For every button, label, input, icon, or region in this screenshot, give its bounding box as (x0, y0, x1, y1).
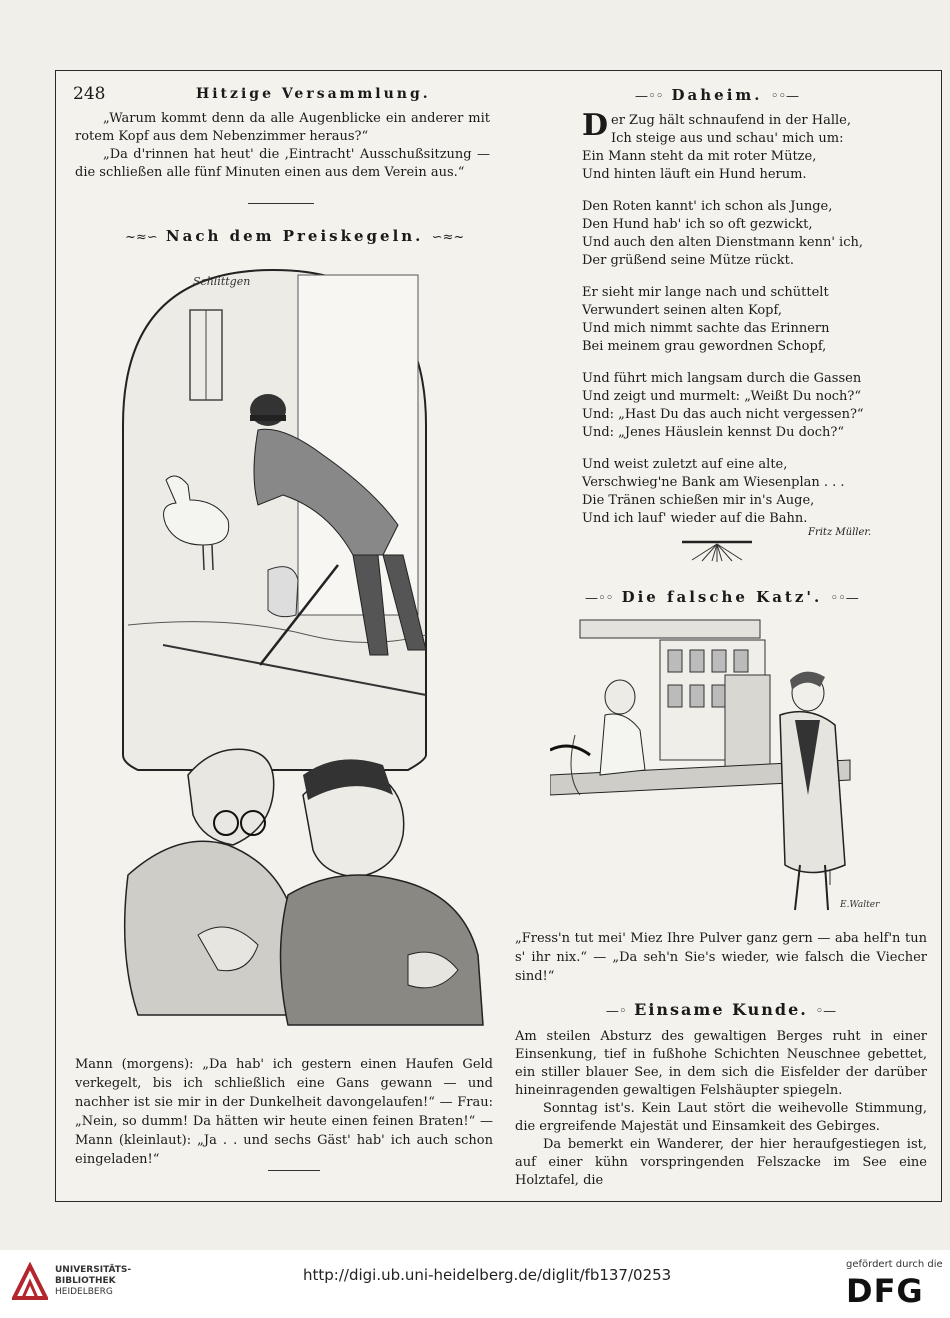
katz-title (585, 588, 859, 606)
dropcap: D (582, 108, 609, 143)
daheim-title (632, 86, 802, 104)
stanza (582, 370, 882, 442)
katz-title-text: Die falsche Katz'. (621, 588, 823, 606)
kegeln-signature: Schlittgen (193, 275, 251, 288)
library-line: HEIDELBERG (55, 1287, 113, 1297)
verse: Und zeigt und murmelt: „Weißt Du noch?“ (582, 389, 862, 404)
separator-rule (268, 1170, 320, 1171)
stanza (582, 108, 882, 184)
verse: Und ich lauf' wieder auf die Bahn. (582, 511, 808, 526)
stanza (582, 456, 882, 528)
verse: Die Tränen schießen mir in's Auge, (582, 493, 815, 508)
library-line: BIBLIOTHEK (55, 1276, 116, 1286)
ornament-right: ◦◦— (830, 591, 859, 606)
katz-caption: „Fress'n tut mei' Miez Ihre Pulver ganz gern — aba helf'n tun s' ihr nix.“ — „Da seh'n Sie's wieder, wie falsch die Viecher sind!“ (515, 931, 927, 984)
daheim-title-text: Daheim. (671, 86, 763, 104)
verse: er Zug hält schnaufend in der Halle, (611, 113, 851, 128)
ornament-left: —◦◦ (585, 591, 614, 606)
sunburst-ornament-icon (682, 540, 752, 562)
verse: Den Hund hab' ich so oft gezwickt, (582, 217, 813, 232)
paragraph: Da bemerkt ein Wanderer, der hier heraufgestiegen ist, auf einer kühn vorspringenden Felszacke im See eine Holztafel, die (515, 1137, 927, 1188)
verse: Und: „Jenes Häuslein kennst Du doch?“ (582, 425, 845, 440)
verse: Bei meinem grau gewordnen Schopf, (582, 339, 827, 354)
ornament-left: —◦◦ (634, 89, 664, 104)
permalink-url[interactable]: http://digi.ub.uni-heidelberg.de/diglit/fb137/0253 (303, 1266, 672, 1284)
page-number: 248 (73, 84, 106, 104)
verse: Und: „Hast Du das auch nicht vergessen?“ (582, 407, 864, 422)
kunde-title-text: Einsame Kunde. (634, 1000, 808, 1019)
paragraph: Am steilen Absturz des gewaltigen Berges ruht in einer Einsenkung, tief in fußhohe Schichten Neuschnee gebettet, ein stiller blauer See, in dem sich die Eisfelder der darüber hineinragenden gewaltigen Felshäupter spiegeln. (515, 1029, 927, 1098)
viewer-footer (0, 1250, 950, 1318)
verse: Ein Mann steht da mit roter Mütze, (582, 149, 817, 164)
katz-signature: E.Walter (840, 900, 880, 910)
ornament-right: ∽≈~ (431, 230, 465, 245)
verse: Und weist zuletzt auf eine alte, (582, 457, 788, 472)
verse: Verschwieg'ne Bank am Wiesenplan . . . (582, 475, 845, 490)
separator-rule (248, 203, 314, 204)
library-line: UNIVERSITÄTS- (55, 1265, 132, 1275)
ornament-left: ~≈∽ (125, 230, 158, 245)
verse: Er sieht mir lange nach und schüttelt (582, 285, 829, 300)
ornament-right: ◦— (815, 1004, 837, 1019)
poem-author: Fritz Müller. (808, 527, 872, 538)
verse: Der grüßend seine Mütze rückt. (582, 253, 794, 268)
paragraph: „Da d'rinnen hat heut' die ‚Eintracht' Ausschußsitzung — die schließen alle fünf Minuten einen aus dem Verein aus.“ (75, 147, 490, 180)
daheim-poem (582, 108, 882, 542)
verse: Ich steige aus und schau' mich um: (611, 131, 844, 146)
dfg-logo[interactable]: DFG (846, 1272, 924, 1310)
stanza (582, 198, 882, 270)
university-library-logo-icon[interactable] (12, 1262, 48, 1302)
kegeln-caption: Mann (morgens): „Da hab' ich gestern einen Haufen Geld verkegelt, bis ich schließlich eine Gans gewann — und nachher ist sie mir in der Dunkelheit davongelaufen!“ — Frau: „Nein, so dumm! Da hätten wir heute einen feinen Braten!“ — Mann (kleinlaut): „Ja . . und sechs Gäst' hab' ich auch schon eingeladen!“ (75, 1057, 493, 1167)
katz-illustration (550, 615, 890, 915)
verse: Und hinten läuft ein Hund herum. (582, 167, 807, 182)
verse: Verwundert seinen alten Kopf, (582, 303, 782, 318)
kegeln-title-text: Nach dem Preiskegeln. (165, 227, 424, 245)
ornament-left: —◦ (605, 1004, 627, 1019)
kegeln-illustration (108, 255, 493, 1045)
kegeln-title (125, 227, 465, 245)
verse: Und mich nimmt sachte das Erinnern (582, 321, 830, 336)
left-top-text (75, 110, 490, 182)
verse: Und auch den alten Dienstmann kenn' ich, (582, 235, 864, 250)
verse: Und führt mich langsam durch die Gassen (582, 371, 862, 386)
paragraph: „Warum kommt denn da alle Augenblicke ein anderer mit rotem Kopf aus dem Nebenzimmer heraus?“ (75, 111, 490, 144)
verse: Den Roten kannt' ich schon als Junge, (582, 199, 833, 214)
stanza (582, 284, 882, 356)
ornament-right: ◦◦— (770, 89, 800, 104)
running-head: Hitzige Versammlung. (196, 86, 431, 102)
paragraph: Sonntag ist's. Kein Laut stört die weihevolle Stimmung, die ergreifende Majestät und Einsamkeit des Gebirges. (515, 1101, 927, 1134)
library-name[interactable] (55, 1265, 131, 1298)
kunde-title (592, 1000, 850, 1019)
funded-by-label: gefördert durch die (846, 1259, 943, 1270)
kunde-text (515, 1028, 927, 1190)
